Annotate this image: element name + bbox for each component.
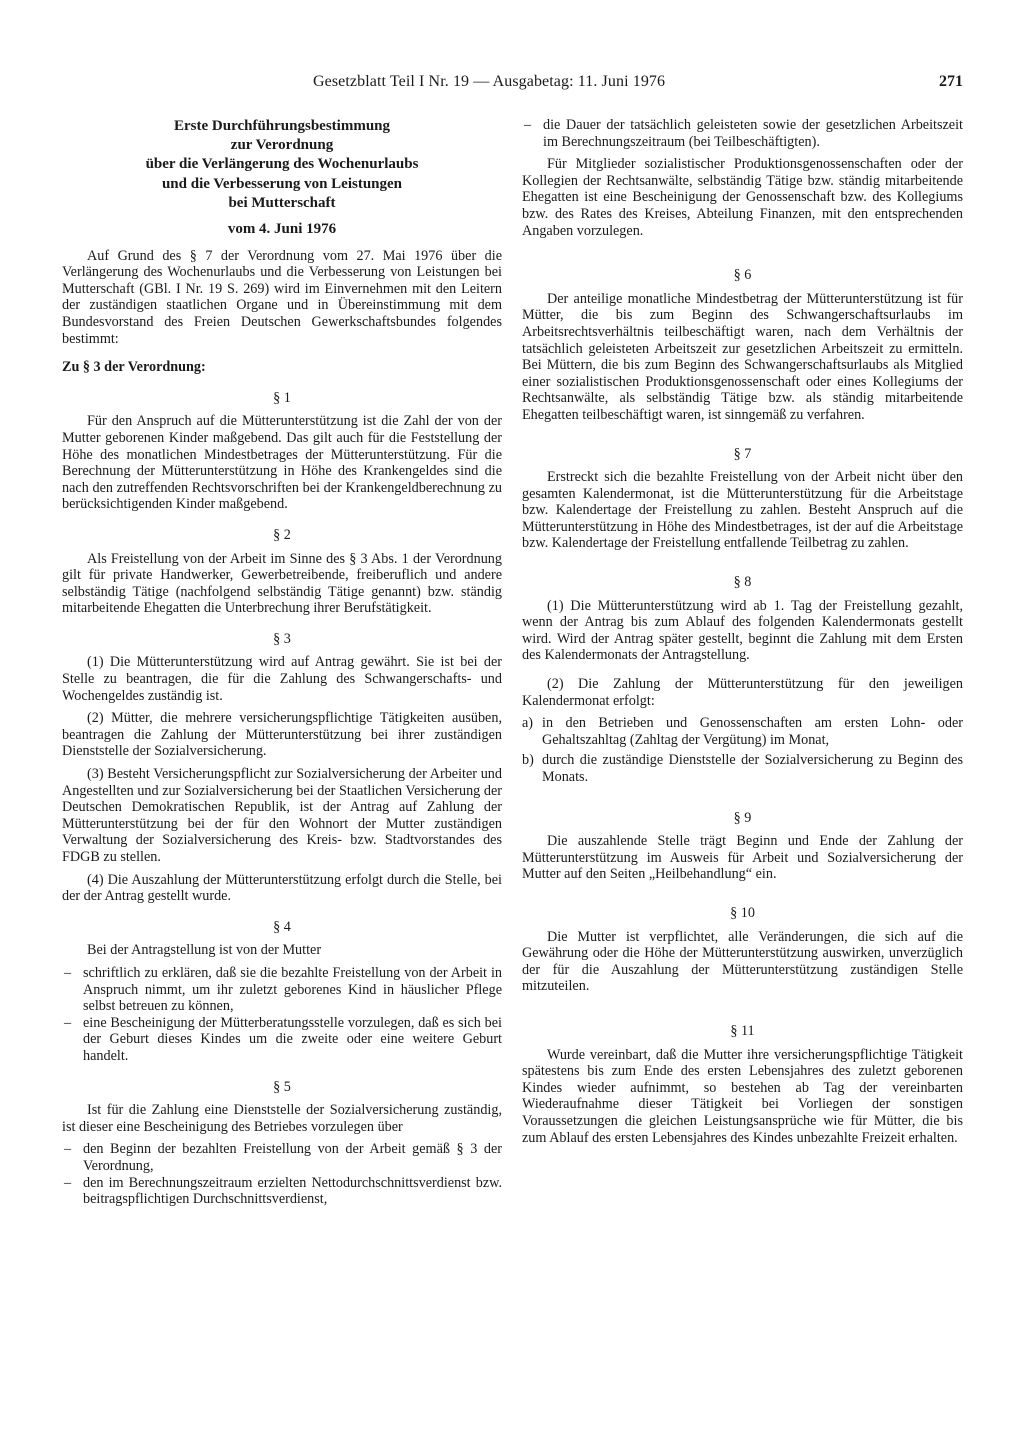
section-4-intro: Bei der Antragstellung ist von der Mutter	[87, 942, 322, 959]
page-header	[313, 73, 963, 97]
document-title	[132, 117, 432, 213]
section-heading-5: § 5	[273, 1078, 291, 1095]
section-3-paragraph-4: (4) Die Auszahlung der Mütterunterstützung erfolgt durch die Stelle, bei der der Antrag gestellt wurde.	[62, 871, 502, 905]
section-4-list	[62, 965, 502, 1065]
title-line: über die Verlängerung des Wochenurlaubs	[145, 156, 419, 173]
right-column	[522, 117, 963, 1152]
section-2-text: Als Freistellung von der Arbeit im Sinne des § 3 Abs. 1 der Verordnung gilt für private Handwerker, Gewerbetreibende, freiberuflich und andere selbständig Tätige (nachfolgend selbständig Tätige genannt) bzw. ständig mitarbeitende Ehegatten die Unterbrechung ihrer Berufstätigkeit.	[62, 550, 502, 617]
section-heading-10: § 10	[730, 904, 755, 921]
list-item: – schriftlich zu erklären, daß sie die bezahlte Freistellung von der Arbeit in Anspruch nimmt, um ihr zuletzt geborenes Kind in häuslicher Pflege selbst betreuen zu können,	[62, 965, 502, 1015]
page-number: 271	[939, 73, 963, 90]
title-line: bei Mutterschaft	[228, 194, 336, 211]
section-3-paragraph-1: (1) Die Mütterunterstützung wird auf Antrag gewährt. Sie ist bei der Stelle zu beantragen, die für die Zahlung des Schwangerschafts- und Wochengeldes zuständig ist.	[62, 654, 502, 704]
title-line: zur Verordnung	[230, 137, 334, 154]
header-title: Gesetzblatt Teil I Nr. 19 — Ausgabetag: 11. Juni 1976	[313, 73, 666, 90]
left-column	[62, 117, 502, 1214]
section-5-intro: Ist für die Zahlung eine Dienststelle der Sozialversicherung zuständig, ist dieser eine Bescheinigung des Betriebes vorzulegen über	[62, 1102, 502, 1135]
list-item	[522, 752, 963, 785]
section-heading-6: § 6	[733, 267, 752, 284]
list-text: in den Betrieben und Genossenschaften am ersten Lohn- oder Gehaltszahltag (Zahltag der Vergütung) im Monat,	[542, 715, 963, 748]
list-letter: a)	[522, 715, 534, 732]
section-9-text: Die auszahlende Stelle trägt Beginn und Ende der Zahlung der Mütterunterstützung im Ausweis für Arbeit und Sozialversicherung der Mutter auf den Seiten „Heilbehandlung“ ein.	[522, 833, 963, 883]
section-heading-4: § 4	[273, 918, 291, 935]
section-10-text: Die Mutter ist verpflichtet, alle Veränderungen, die sich auf die Gewährung oder die Höhe der Mütterunterstützung auswirken, unverzüglich der für die Auszahlung der Mütterunterstützung zuständigen Stelle mitzuteilen.	[522, 928, 963, 995]
list-item: – die Dauer der tatsächlich geleisteten sowie der gesetzlichen Arbeitszeit im Berechnungszeitraum (bei Teilbeschäftigten).	[522, 117, 963, 150]
title-line: Erste Durchführungsbestimmung	[174, 118, 390, 134]
section-heading-2: § 2	[273, 526, 291, 543]
section-8-paragraph-2: (2) Die Zahlung der Mütterunterstützung für den jeweiligen Kalendermonat erfolgt:	[522, 676, 963, 709]
section-8-paragraph-1: (1) Die Mütterunterstützung wird ab 1. Tag der Freistellung gezahlt, wenn der Antrag bis zum Ablauf des folgenden Kalendermonats gestellt wird. Wird der Antrag später gestellt, beginnt die Zahlung mit dem Ersten des Kalendermonats der Antragstellung.	[522, 597, 963, 664]
list-item: – den im Berechnungszeitraum erzielten Nettodurchschnittsverdienst bzw. beitragspflichtigen Durchschnittsverdienst,	[62, 1175, 502, 1208]
section-heading-11: § 11	[730, 1022, 755, 1039]
section-7-text: Erstreckt sich die bezahlte Freistellung von der Arbeit nicht über den gesamten Kalendermonat, ist die Mütterunterstützung für die Arbeitstage bzw. Kalendertage der Freistellung zu zahlen. Besteht Anspruch auf die Mütterunterstützung in Höhe des Mindestbetrages, ist der auf die Arbeitstage bzw. Kalendertage der Freistellung entfallende Teilbetrag zu zahlen.	[522, 469, 963, 552]
document-date: vom 4. Juni 1976	[227, 221, 337, 238]
section-11-text: Wurde vereinbart, daß die Mutter ihre versicherungspflichtige Tätigkeit spätestens bis zum Ende des ersten Lebensjahres des zuletzt geborenen Kindes wieder aufnimmt, so bestehen ab Tag der vereinbarten Wiederaufnahme dieser Tätigkeit bei Vorliegen der sonstigen Voraussetzungen die gleichen Leistungsansprüche wie für Mütter, die bis zum Ablauf des ersten Lebensjahres des Kindes unbezahlte Freizeit erhalten.	[522, 1046, 963, 1146]
section-heading-7: § 7	[733, 445, 752, 462]
subheading: Zu § 3 der Verordnung:	[62, 359, 206, 376]
preamble: Auf Grund des § 7 der Verordnung vom 27. Mai 1976 über die Verlängerung des Wochenurlaubs und die Verbesserung von Leistungen bei Mutterschaft (GBl. I Nr. 19 S. 269) wird im Einvernehmen mit den Leitern der zuständigen staatlichen Organe und in Übereinstimmung mit dem Bundesvorstand des Freien Deutschen Gewerkschaftsbundes folgendes bestimmt:	[62, 247, 502, 347]
list-letter: b)	[522, 752, 534, 769]
section-3-paragraph-2: (2) Mütter, die mehrere versicherungspflichtige Tätigkeiten ausüben, beantragen die Zahlung der Mütterunterstützung bei ihrer zuständigen Dienststelle der Sozialversicherung.	[62, 710, 502, 760]
section-heading-8: § 8	[733, 574, 752, 591]
list-text: durch die zuständige Dienststelle der Sozialversicherung zu Beginn des Monats.	[542, 752, 963, 785]
section-6-text: Der anteilige monatliche Mindestbetrag der Mütterunterstützung ist für Mütter, die bis zum Beginn des Schwangerschaftsurlaubs im Arbeitsrechtsverhältnis teilbeschäftigt waren, nach dem Verhältnis der tatsächlich geleisteten Arbeitszeit zur gesetzlichen Arbeitszeit zu ermitteln. Bei Müttern, die bis zum Beginn des Schwangerschaftsurlaubs als Mitglied einer sozialistischen Produktionsgenossenschaft oder eines Kollegiums der Rechtsanwälte, als selbständig Tätige bzw. als ständig mitarbeitende Ehegatten teilbeschäftigt waren, ist sinngemäß zu verfahren.	[522, 290, 963, 423]
list-item	[522, 715, 963, 748]
section-5-paragraph-2: Für Mitglieder sozialistischer Produktionsgenossenschaften oder der Kollegien der Rechtsanwälte, selbständig Tätige bzw. ständig mitarbeitende Ehegatten ist eine Bescheinigung der Genossenschaft bzw. des Kollegiums bzw. des Rates des Kreises, Abteilung Finanzen, mit den entsprechenden Angaben vorzulegen.	[522, 156, 963, 239]
section-5-list	[62, 1141, 502, 1207]
section-5-list-continued	[522, 117, 963, 150]
section-heading-3: § 3	[273, 630, 291, 647]
section-heading-9: § 9	[733, 809, 752, 826]
section-1-text: Für den Anspruch auf die Mütterunterstützung ist die Zahl der von der Mutter geborenen Kinder maßgebend. Das gilt auch für die Feststellung der Höhe des monatlichen Mindestbetrages der Mütterunterstützung. Für die Berechnung der Mütterunterstützung in Höhe des Krankengeldes sind die nach den zutreffenden Rechtsvorschriften bei der Krankengeldberechnung zu berücksichtigenden Kinder maßgebend.	[62, 413, 502, 513]
section-8-list	[522, 715, 963, 785]
section-3-paragraph-3: (3) Besteht Versicherungspflicht zur Sozialversicherung der Arbeiter und Angestellten und zur Sozialversicherung bei der Staatlichen Versicherung der Deutschen Demokratischen Republik, ist der Antrag auf Zahlung der Mütterunterstützung bei der für den Wohnort der Mutter zuständigen Verwaltung der Sozialversicherung des Kreis- bzw. Stadtvorstandes des FDGB zu stellen.	[62, 766, 502, 866]
section-heading-1: § 1	[273, 389, 291, 406]
list-item: – eine Bescheinigung der Mütterberatungsstelle vorzulegen, daß es sich bei der Geburt dieses Kindes um die zweite oder eine weitere Geburt handelt.	[62, 1015, 502, 1065]
list-item: – den Beginn der bezahlten Freistellung von der Arbeit gemäß § 3 der Verordnung,	[62, 1141, 502, 1174]
title-line: und die Verbesserung von Leistungen	[161, 175, 403, 192]
